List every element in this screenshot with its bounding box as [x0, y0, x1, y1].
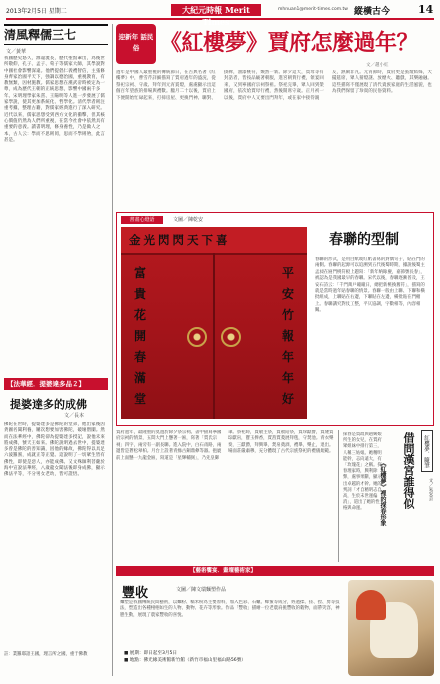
exhibition-venue: ■ 地點：佛光緣美術館新竹館（新竹市福山里福山路56號）: [124, 658, 246, 663]
masthead: [6, 3, 434, 27]
newspaper-logo: 大紀元時報 Merit Times: [171, 4, 261, 16]
column-divider: [112, 24, 113, 676]
door-seam: [213, 253, 215, 419]
side-article-title: 借問漢宮誰得似: [402, 432, 415, 509]
dough-sculpture-photo: [348, 580, 434, 676]
left-article2-body: 佛陀在世時，提婆達多是佛陀的堂弟，他出家後因貪圖名聞利養，屢次想要加害佛陀，破壞僧團。然而在法華經中，佛陀卻為提婆達多授記，說他未來將成佛，號天王如來。佛陀說明過去世中，提婆達多曾是佛陀的善知識，因他的緣故，佛陀得以具足六波羅蜜，成就正等正覺。這說明了一切眾生皆有佛性，即使是惡人，亦能成佛。又文殊師利菩薩於海中宣說法華經，八歲龍女聞法後即身成佛，顯示佛法平等，不分男女老幼，皆可證悟。: [4, 422, 105, 478]
main-banner: [116, 22, 434, 68]
couplet-feature-box: [116, 212, 434, 426]
side-article-author: 文／朱采芸: [428, 478, 433, 501]
left-footnote: 註：業羅耶語王國，理言所之國，重于佛教: [4, 652, 88, 657]
bottom-section-label: 【藝術饗宴．畫壇藝術家】: [190, 568, 257, 574]
feature-body: 春聯的形式，是用白紙或紅紙書寫的對偶句子，貼在門的兩側。春聯的起源可以追溯到五代後蜀時期，據說後蜀主孟昶在寢門桃符板上題寫：「新年納餘慶，嘉節號長春」，被認為是我國最早的春聯。宋代以後，春聯逐漸普及，王安石詩云：「千門萬戶曈曈日，總把新桃換舊符」，描寫的就是當時過年貼春聯的情景。春聯一般由上聯、下聯和橫批組成，上聯貼在右邊，下聯貼在左邊，橫批貼在門楣上。春聯講究對仗工整，平仄協調，字數相等，內容相關。: [315, 257, 425, 314]
section-name: 縱橫古今: [354, 7, 391, 17]
side-article: [338, 430, 435, 562]
left-article-body: 我國歷史悠久，源遠流長，歷代聖賢輩出，為後世所敬仰，孔子、孟子、荀子等儒家大師，其學說對中國社會影響深遠。他們提倡仁義禮智信，主張修身齊家治國平天下，強調以德治國，重視教育，有教無類，因材施教。儒家思想在漢武帝時被定為一尊，成為歷代王朝的正統思想，影響中國兩千多年。宋明理學家朱熹、王陽明等人進一步發展了儒家學說，使其更加系統化、哲學化。清代學者則注重考據，整理古籍，對儒家經典進行了深入研究。近代以來，儒家思想受到西方文化的衝擊，但其核心價值仍然為人們所重視，在當今社會中依然具有重要的意義。讀書明理，修身養性，乃是做人之本，古人云：學而不思則罔，思而不學則殆，此言甚是。: [4, 56, 105, 143]
left-article2-author: 文／長本: [64, 413, 85, 419]
sculpture-hat: [356, 590, 386, 620]
right-couplet: 平安竹報年年好: [281, 266, 294, 406]
red-door-photo: [121, 227, 307, 419]
left-couplet: 富貴花開春滿堂: [133, 266, 146, 406]
page-number: 14: [418, 3, 434, 16]
feature-box-tag: 書畫心燈語: [121, 216, 163, 224]
bottom-article-title: 豐收: [122, 586, 149, 601]
exhibition-info: [124, 650, 324, 664]
bottom-article-body: 麵塑是我國傳統民間藝術，以麵粉、糯米粉為主要原料，加入色彩、石蠟、蜂蜜等成分，經過揉、搓、捏、剪等技法，塑造出各種栩栩如生的人物、動物、花卉等形象。作品「豐收」描繪一位老農肩挑豐收的穀物，面帶笑容，神態生動，展現了農家豐收的喜悅。: [120, 600, 340, 618]
left-column: [4, 24, 108, 676]
issue-date: 2013年2月5日 星期二: [6, 8, 67, 15]
main-article-body: 過年是中國人最重視的傳統節日，在古典名著《紅樓夢》中，曹雪芹詳細描寫了賈府過年的盛況，從祭祀宗祠、守歲、拜年到元宵賞燈，處處顯示出這個百年望族的排場與禮數。臘月二十以後，賈府上下便開始忙碌起來，打掃房屋、更換門神、聯對、掛牌，油漆桃符，煥然一新。除夕這天，賈母等有封誥者，皆按品級著朝服，進宮朝賀行禮，領宴回來，又到寧國府宗祠祭祖。祭祀完畢，眾人回到榮國府，依次給賈母行禮，然後開席守歲。正月初一以後，賈府中人又要出門拜年，或在家中接待親友，熱鬧非凡。元宵節時，賈府更是張燈結綵，大擺筵席，眾人猜燈謎、放煙火、聽戲，其樂融融。這些描寫不僅展現了清代貴族家庭的生活風貌，也為我們保留了珍貴的民俗資料。: [116, 70, 432, 101]
left-column-subhead: 【法華經．提婆達多品２】: [4, 378, 108, 390]
left-article-author: 文／黃華: [6, 49, 27, 55]
main-headline: 《紅樓夢》賈府怎麼過年？: [160, 30, 419, 56]
main-byline: 文／趙小紅: [366, 63, 389, 68]
side-article-subtitle: 《紅樓夢》裡的探春形象: [379, 460, 386, 526]
bottom-article-byline: 文圖／陳文瑞麵塑作品: [176, 587, 227, 593]
right-door-knocker: [221, 327, 241, 347]
horizontal-couplet: 金光閃閃天下喜: [129, 233, 231, 247]
left-article-title: 清風釋儒三七: [4, 24, 108, 45]
left-article2-title: 提婆達多的成佛: [10, 398, 87, 411]
bottom-section-bar: [116, 566, 434, 576]
feature-title: 春聯的型制: [329, 232, 399, 248]
left-door-knocker: [187, 327, 207, 347]
side-article-body: 探春是賈政與趙姨娘所生的女兒，在賈府眾姐妹中排行第三，人稱三姑娘。她精明能幹，志向遠大，有「玫瑰花」之稱。探春理家時，興利除弊，處事果斷，顯示出卓越的才幹。她的判詞「才自精明志自高，生於末世運偏消」，道出了她的性格與命運。: [343, 432, 382, 512]
feature-tag: 迎新年 話民俗: [116, 24, 156, 64]
contact-email: mhnuan1@merit-times.com.tw: [278, 7, 348, 12]
exhibition-date: ■ 展期：即日起至3月5日: [124, 651, 177, 656]
side-article-tag: 紅樓夢．隨筆: [421, 430, 433, 472]
main-article-continued: 賈府過年，最隆重的莫過於除夕祭宗祠。書中描寫寧國府宗祠的情景，五間大門上懸著一匾，寫著「賈氏宗祠」四字，兩旁有一副長聯。進入院中，白石甬路，兩邊皆是蒼松翠柏。月台上設著青綠古銅鼎彝等器。抱廈前上面懸一九龍金匾，寫道是「星輝輔弼」，乃先皇御筆。祭祀時，賈敬主祭，賈赦陪祭，賈珍獻爵，賈璉賈琮獻帛，寶玉捧香，賈菖賈菱展拜毯，守焚池。青衣樂奏，三獻爵，拜興畢，焚帛奠酒，禮畢，樂止，退出。場面莊嚴肅穆，充分體現了古代宗族祭祀的禮儀規範。: [116, 430, 334, 461]
feature-box-byline: 文圖／陳乾安: [173, 217, 204, 223]
